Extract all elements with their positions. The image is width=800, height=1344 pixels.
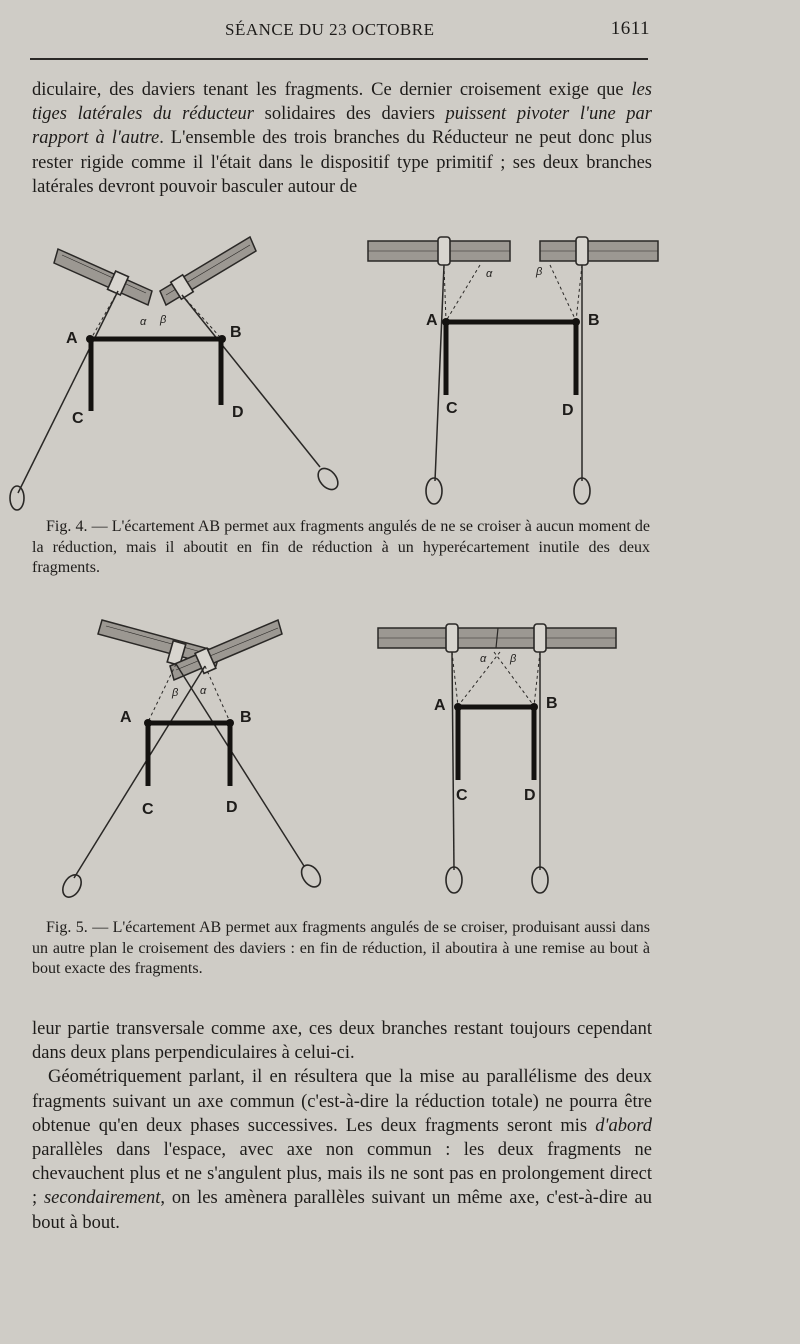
intro-paragraph [32, 78, 652, 199]
label-d: D [524, 787, 536, 804]
running-title: SÉANCE DU 23 OCTOBRE [225, 20, 435, 39]
header-rule [30, 58, 648, 60]
figure-5-left-diagram [40, 608, 400, 908]
figure-4-right-diagram [360, 225, 670, 515]
label-a: A [426, 312, 438, 329]
page-number: 1611 [610, 18, 650, 39]
label-c: C [142, 801, 154, 818]
label-b: B [546, 695, 558, 712]
fragment-left [54, 249, 152, 305]
label-b: B [230, 324, 242, 341]
davier-clamp-right [576, 237, 588, 265]
caption-text: Fig. 5. — L'écartement AB permet aux fragments angulés de se croiser, produisant aussi dans un autre plan le croisement des daviers : en fin de réduction, il aboutira à une remise au bout à bout exacte des fragments. [32, 919, 650, 977]
intro-emphasis: puissent pivoter l'une par rapport à l'autre [32, 104, 652, 149]
intro-text-run: . L'ensemble des trois branches du Réducteur ne peut donc plus rester rigide comme il l'était dans le dispositif type primitif ; ses deux branches latérales devront pouvoir basculer autour de [32, 128, 652, 197]
label-c: C [72, 410, 84, 427]
davier-clamp-right [534, 624, 546, 652]
body-text-run: Géométriquement parlant, il en résultera que la mise au parallélisme des deux fragments suivant un axe commun (c'est-à-dire la réduction totale) ne pourra être obtenue qu'en deux phases successives. Les deux fragments seront mis [32, 1067, 652, 1136]
label-b: B [240, 709, 252, 726]
body-text-run: , on les amènera parallèles suivant un même axe, c'est-à-dire au bout à bout. [32, 1188, 652, 1233]
label-c: C [446, 400, 458, 417]
label-alpha: α [480, 653, 487, 665]
body-paragraph [32, 1065, 652, 1234]
caption-text: Fig. 4. — L'écartement AB permet aux fragments angulés de ne se croiser à aucun moment de la réduction, mais il aboutit en fin de réduction à un hyperécartement inutile des deux fragments. [32, 518, 650, 576]
reducteur [144, 719, 234, 786]
davier-wire-left [18, 291, 118, 493]
label-beta: β [536, 266, 543, 278]
label-beta: β [160, 314, 167, 326]
davier-clamp-left [446, 624, 458, 652]
label-d: D [562, 402, 574, 419]
label-alpha: α [486, 268, 493, 280]
label-beta: β [510, 653, 517, 665]
reducteur [86, 335, 226, 411]
label-a: A [434, 697, 446, 714]
label-a: A [120, 709, 132, 726]
figure-4-caption [32, 517, 650, 579]
intro-text [32, 78, 652, 199]
label-alpha: α [200, 685, 207, 697]
body-text-run: parallèles dans l'espace, avec axe non commun : les deux fragments ne chevauchent plus et ne s'angulent plus, mais ils ne sont pas en prolongement direct ; [32, 1140, 652, 1209]
label-a: A [66, 330, 78, 347]
davier-wire-right [182, 295, 320, 467]
fragment-right [160, 237, 256, 305]
label-alpha: α [140, 316, 147, 328]
figure-5-right-diagram [374, 614, 634, 904]
figure-4-left-diagram [0, 225, 360, 515]
body-emphasis: secondairement [43, 1188, 161, 1209]
intro-text-run: diculaire, des daviers tenant les fragments. Ce dernier croisement exige que [32, 80, 632, 100]
intro-emphasis: les tiges latérales du réducteur [32, 80, 652, 125]
body-text [32, 1017, 652, 1235]
label-d: D [232, 404, 244, 421]
davier-loop-right [314, 465, 342, 494]
label-d: D [226, 799, 238, 816]
running-header [30, 18, 650, 42]
intro-text-run: solidaires des daviers [254, 104, 446, 125]
body-emphasis: d'abord [595, 1115, 652, 1136]
figure-5-caption [32, 918, 650, 980]
label-c: C [456, 787, 468, 804]
body-paragraph: leur partie transversale comme axe, ces deux branches restant toujours cependant dans deux plans perpendiculaires à celui-ci. [32, 1019, 652, 1064]
davier-clamp-left [438, 237, 450, 265]
reducteur [442, 318, 580, 395]
davier-loop-left [10, 486, 24, 510]
label-b: B [588, 312, 600, 329]
reducteur [454, 703, 538, 780]
label-beta: β [172, 687, 179, 699]
